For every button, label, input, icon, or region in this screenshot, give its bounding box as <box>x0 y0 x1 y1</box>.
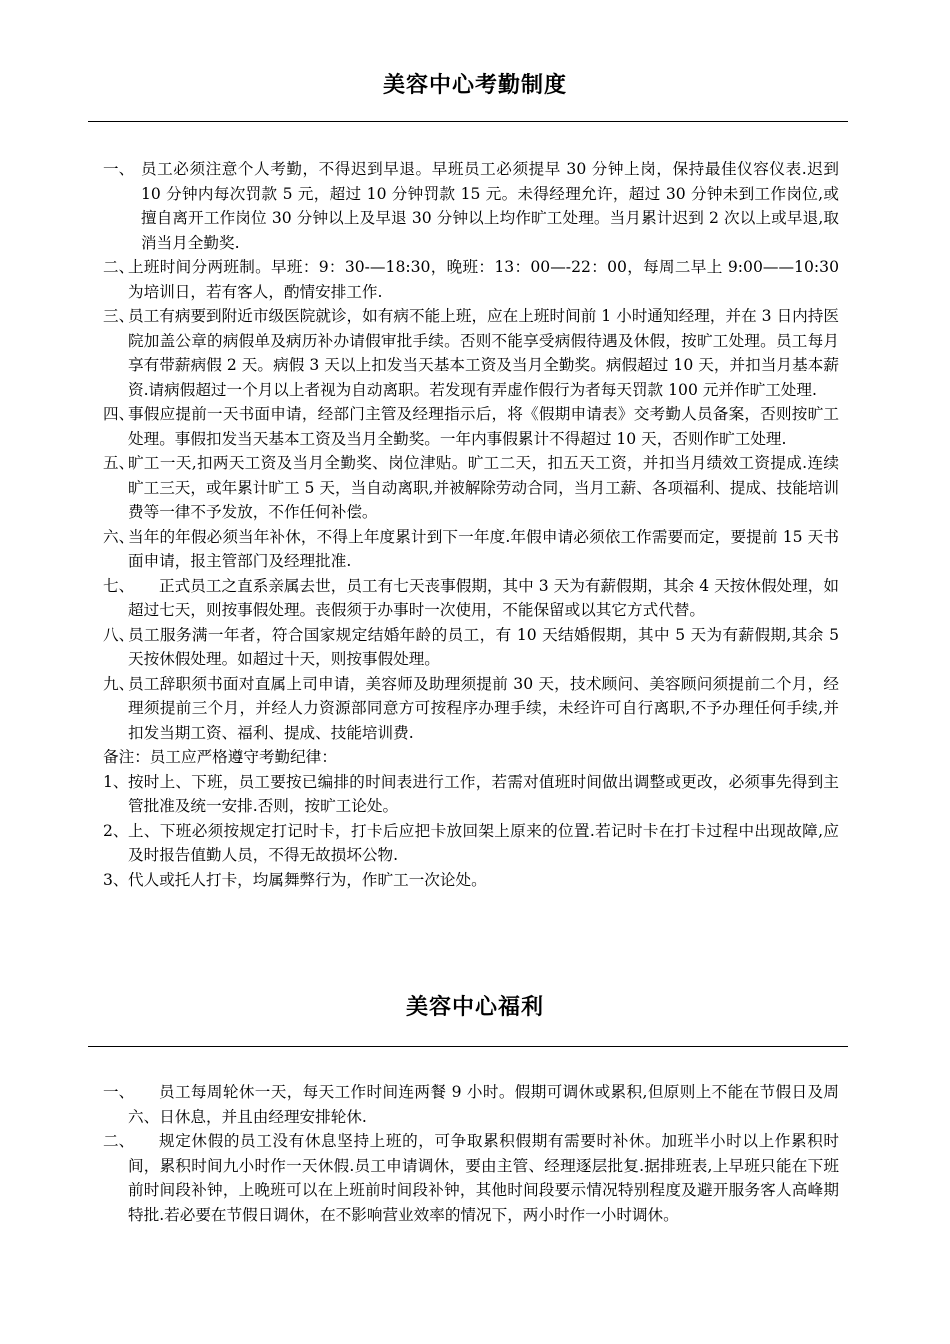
rule-number: 八、 <box>103 625 135 644</box>
welfare-item <box>103 1080 839 1129</box>
rule-item <box>103 402 839 451</box>
title-divider <box>88 1046 848 1047</box>
rule-text: 当年的年假必须当年补休，不得上年度累计到下一年度.年假申请必须依工作需要而定，要提前 15 天书面申请，报主管部门及经理批准. <box>128 527 839 570</box>
rule-text: 上班时间分两班制。早班：9：30-—18:30，晚班：13：00—-22：00，每周二早上 9:00——10:30 为培训日，若有客人，酌情安排工作. <box>128 258 839 301</box>
rule-number: 六、 <box>103 527 135 546</box>
note-heading: 备注：员工应严格遵守考勤纪律： <box>103 748 337 766</box>
note-text: 上、下班必须按规定打记时卡，打卡后应把卡放回架上原来的位置.若记时卡在打卡过程中出现故障,应及时报告值勤人员，不得无故损坏公物. <box>128 821 839 864</box>
rule-item <box>103 451 839 525</box>
rule-number: 三、 <box>103 307 135 325</box>
rule-item <box>103 525 839 574</box>
rule-number: 五、 <box>103 454 135 472</box>
rule-item <box>103 574 839 623</box>
welfare-text: 规定休假的员工没有休息坚持上班的，可争取累积假期有需要时补休。加班半小时以上作累积时间，累积时间九小时作一天休假.员工申请调休，要由主管、经理逐层批复.据排班表,上早班只能在下班前时间段补钟，上晚班可以在上班前时间段补钟，其他时间段要示情况特别程度及避开服务客人高峰期特批.若必要在节假日调休，在不影响营业效率的情况下，两小时作一小时调休。 <box>128 1132 839 1224</box>
rule-item <box>103 304 839 402</box>
note-number: 3、 <box>103 870 129 889</box>
rule-text: 旷工一天,扣两天工资及当月全勤奖、岗位津贴。旷工二天，扣五天工资，并扣当月绩效工资提成.连续旷工三天，或年累计旷工 5 天，当自动离职,并被解除劳动合同，当月工薪、各项福利、提成、技能培训费等一律不予发放，不作任何补偿。 <box>128 454 839 521</box>
rule-item <box>103 157 839 255</box>
rule-number: 七、 <box>103 576 135 595</box>
note-item <box>103 819 839 868</box>
rule-text: 员工辞职须书面对直属上司申请，美容师及助理须提前 30 天，技术顾问、美容顾问须提前二个月，经理须提前三个月，并经人力资源部同意方可按程序办理手续，未经许可自行离职,不予办理任何手续,并扣发当期工资、福利、提成、技能培训费. <box>128 674 839 742</box>
rule-text: 员工必须注意个人考勤，不得迟到早退。早班员工必须提早 30 分钟上岗，保持最佳仪容仪表.迟到 10 分钟内每次罚款 5 元，超过 10 分钟罚款 15 元。未得经理允许，超过 30 分钟未到工作岗位,或擅自离开工作岗位 30 分钟以上及早退 30 分钟以上均作旷工处理。当月累计迟到 2 次以上或早退,取消当月全勤奖. <box>141 160 839 252</box>
note-number: 1、 <box>103 772 129 791</box>
note-item <box>103 770 839 819</box>
welfare-number: 一、 <box>103 1083 135 1101</box>
note-text: 按时上、下班，员工要按已编排的时间表进行工作，若需对值班时间做出调整或更改，必须事先得到主管批准及统一安排.否则，按旷工论处。 <box>128 772 839 815</box>
rule-text: 员工服务满一年者，符合国家规定结婚年龄的员工，有 10 天结婚假期，其中 5 天为有薪假期,其余 5 天按休假处理。如超过十天，则按事假处理。 <box>128 625 839 668</box>
rule-number: 四、 <box>103 405 135 423</box>
welfare-number: 二、 <box>103 1132 135 1150</box>
note-text: 代人或托人打卡，均属舞弊行为，作旷工一次论处。 <box>128 870 487 889</box>
welfare-title: 美容中心福利 <box>405 995 544 1020</box>
rule-number: 九、 <box>103 674 135 693</box>
rule-text: 员工有病要到附近市级医院就诊，如有病不能上班，应在上班时间前 1 小时通知经理，并在 3 日内持医院加盖公章的病假单及病历补办请假审批手续。否则不能享受病假待遇及休假，按旷工处理。员工每月享有带薪病假 2 天。病假 3 天以上扣发当天基本工资及当月全勤奖。病假超过 10 天，并扣当月基本薪资.请病假超过一个月以上者视为自动离职。若发现有弄虚作假行为者每天罚款 100 元并作旷工处理. <box>128 307 839 399</box>
title-divider <box>88 121 848 122</box>
rule-text: 事假应提前一天书面申请，经部门主管及经理指示后，将《假期申请表》交考勤人员备案，否则按旷工处理。事假扣发当天基本工资及当月全勤奖。一年内事假累计不得超过 10 天，否则作旷工处理. <box>128 405 839 448</box>
note-number: 2、 <box>103 821 129 840</box>
rule-item <box>103 672 839 746</box>
rule-item <box>103 255 839 304</box>
rule-text: 正式员工之直系亲属去世，员工有七天丧事假期，其中 3 天为有薪假期，其余 4 天按休假处理，如超过七天，则按事假处理。丧假须于办事时一次使用，不能保留或以其它方式代替。 <box>128 576 839 619</box>
rule-number: 一、 <box>103 160 135 178</box>
welfare-text: 员工每周轮休一天，每天工作时间连两餐 9 小时。假期可调休或累积,但原则上不能在节假日及周六、日休息，并且由经理安排轮休. <box>128 1083 839 1126</box>
attendance-rules <box>103 157 839 892</box>
attendance-title: 美容中心考勤制度 <box>382 73 567 98</box>
note-item <box>103 868 839 893</box>
rule-number: 二、 <box>103 258 135 276</box>
welfare-rules <box>103 1080 839 1227</box>
rule-item <box>103 623 839 672</box>
welfare-item <box>103 1129 839 1227</box>
